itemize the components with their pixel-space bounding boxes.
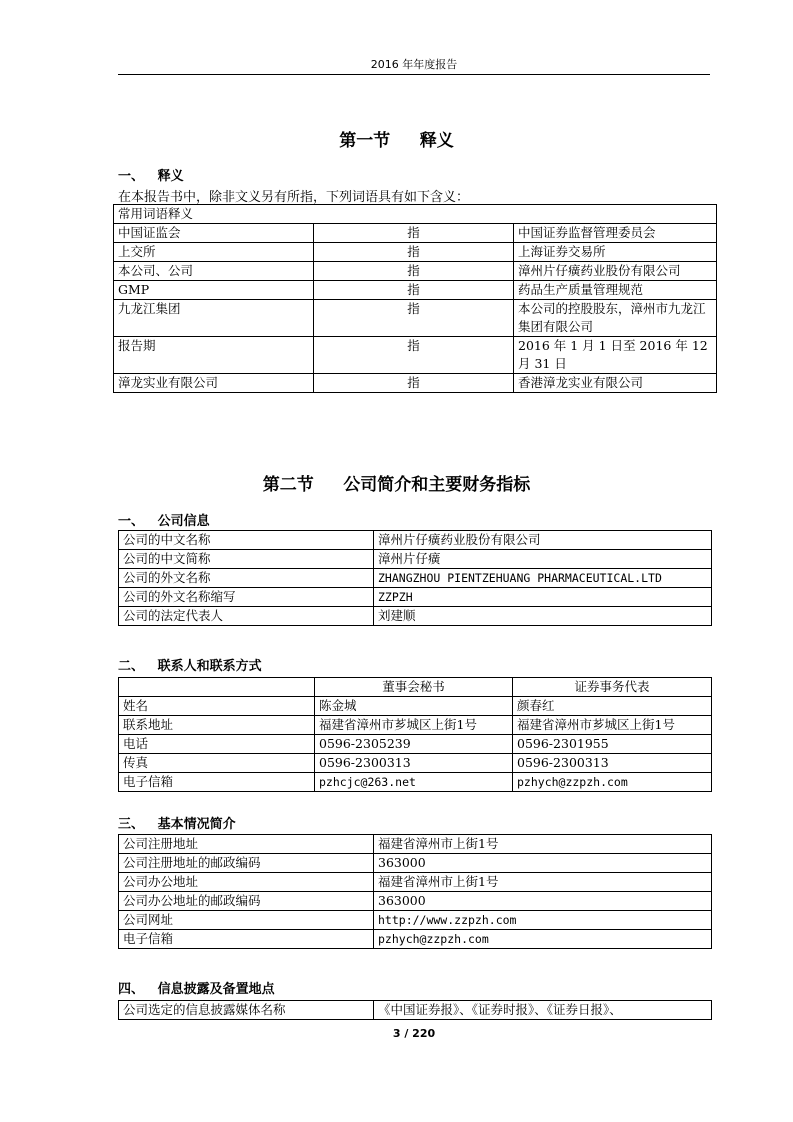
value-cell: 363000 xyxy=(374,854,712,873)
rep-email-cell: pzhych@zzpzh.com xyxy=(513,773,712,792)
company-info-subtitle: 一、 公司信息 xyxy=(118,514,210,529)
section1-intro: 在本报告书中，除非文义另有所指，下列词语具有如下含义： xyxy=(118,190,470,205)
definitions-header-row xyxy=(114,205,717,224)
label-cell: 公司注册地址的邮政编码 xyxy=(119,854,374,873)
table-row xyxy=(119,607,712,626)
rep-cell: 0596-2300313 xyxy=(513,754,712,773)
rep-cell: 0596-2301955 xyxy=(513,735,712,754)
value-cell: ZHANGZHOU PIENTZEHUANG PHARMACEUTICAL.LTD xyxy=(374,569,712,588)
table-row xyxy=(114,337,717,374)
label-cell: 公司的外文名称缩写 xyxy=(119,588,374,607)
label-cell: 公司的中文名称 xyxy=(119,531,374,550)
table-row xyxy=(119,892,712,911)
definition-cell: 2016 年 1 月 1 日至 2016 年 12 月 31 日 xyxy=(514,337,717,374)
definition-cell: 中国证券监督管理委员会 xyxy=(514,224,717,243)
table-row xyxy=(114,300,717,337)
email-cell: pzhych@zzpzh.com xyxy=(374,930,712,949)
definition-cell: 漳州片仔癀药业股份有限公司 xyxy=(514,262,717,281)
table-row xyxy=(119,588,712,607)
website-cell: http://www.zzpzh.com xyxy=(374,911,712,930)
relation-cell: 指 xyxy=(314,374,514,393)
table-row xyxy=(119,911,712,930)
table-row xyxy=(114,262,717,281)
rep-cell: 福建省漳州市芗城区上街1号 xyxy=(513,716,712,735)
value-cell: 刘建顺 xyxy=(374,607,712,626)
table-row xyxy=(119,716,712,735)
section1-subtitle: 一、 释义 xyxy=(118,169,184,184)
relation-cell: 指 xyxy=(314,300,514,337)
label-cell: 公司注册地址 xyxy=(119,835,374,854)
relation-cell: 指 xyxy=(314,224,514,243)
label-cell: 公司的外文名称 xyxy=(119,569,374,588)
table-row xyxy=(119,569,712,588)
table-row xyxy=(119,754,712,773)
label-cell: 公司选定的信息披露媒体名称 xyxy=(119,1001,374,1020)
table-row xyxy=(119,873,712,892)
secretary-cell: 陈金城 xyxy=(315,697,513,716)
definitions-header: 常用词语释义 xyxy=(114,205,717,224)
table-row xyxy=(114,281,717,300)
table-row xyxy=(119,773,712,792)
secretary-header: 董事会秘书 xyxy=(315,678,513,697)
table-row xyxy=(119,1001,712,1020)
definition-cell: 本公司的控股股东，漳州市九龙江集团有限公司 xyxy=(514,300,717,337)
definitions-table xyxy=(113,204,717,393)
term-cell: 中国证监会 xyxy=(114,224,314,243)
header-divider xyxy=(118,74,710,75)
contacts-subtitle: 二、 联系人和联系方式 xyxy=(118,659,262,674)
label-cell: 姓名 xyxy=(119,697,315,716)
term-cell: 九龙江集团 xyxy=(114,300,314,337)
value-cell: 《中国证券报》、《证券时报》、《证券日报》、 xyxy=(374,1001,712,1020)
company-info-table xyxy=(118,530,712,626)
label-cell: 公司的中文简称 xyxy=(119,550,374,569)
basic-info-subtitle: 三、 基本情况简介 xyxy=(118,817,236,832)
label-cell: 公司办公地址的邮政编码 xyxy=(119,892,374,911)
empty-header-cell xyxy=(119,678,315,697)
secretary-cell: 0596-2305239 xyxy=(315,735,513,754)
secretary-cell: 福建省漳州市芗城区上街1号 xyxy=(315,716,513,735)
value-cell: 363000 xyxy=(374,892,712,911)
label-cell: 传真 xyxy=(119,754,315,773)
table-row xyxy=(119,930,712,949)
relation-cell: 指 xyxy=(314,337,514,374)
value-cell: 福建省漳州市上街1号 xyxy=(374,835,712,854)
label-cell: 电子信箱 xyxy=(119,930,374,949)
table-row xyxy=(119,550,712,569)
table-row xyxy=(119,697,712,716)
rep-header: 证券事务代表 xyxy=(513,678,712,697)
table-row xyxy=(119,531,712,550)
page-number: 3 / 220 xyxy=(392,1027,436,1040)
term-cell: 上交所 xyxy=(114,243,314,262)
label-cell: 公司办公地址 xyxy=(119,873,374,892)
table-row xyxy=(119,735,712,754)
label-cell: 公司的法定代表人 xyxy=(119,607,374,626)
definition-cell: 上海证券交易所 xyxy=(514,243,717,262)
table-row xyxy=(119,835,712,854)
rep-cell: 颜春红 xyxy=(513,697,712,716)
relation-cell: 指 xyxy=(314,262,514,281)
value-cell: ZZPZH xyxy=(374,588,712,607)
value-cell: 漳州片仔癀 xyxy=(374,550,712,569)
term-cell: 报告期 xyxy=(114,337,314,374)
term-cell: GMP xyxy=(114,281,314,300)
term-cell: 漳龙实业有限公司 xyxy=(114,374,314,393)
term-cell: 本公司、公司 xyxy=(114,262,314,281)
table-header-row xyxy=(119,678,712,697)
label-cell: 公司网址 xyxy=(119,911,374,930)
table-row xyxy=(114,374,717,393)
basic-info-table xyxy=(118,834,712,949)
page-header: 2016 年年度报告 xyxy=(370,58,458,71)
value-cell: 漳州片仔癀药业股份有限公司 xyxy=(374,531,712,550)
table-row xyxy=(114,224,717,243)
relation-cell: 指 xyxy=(314,243,514,262)
table-row xyxy=(114,243,717,262)
disclosure-table xyxy=(118,1000,712,1020)
definition-cell: 香港漳龙实业有限公司 xyxy=(514,374,717,393)
secretary-email-cell: pzhcjc@263.net xyxy=(315,773,513,792)
relation-cell: 指 xyxy=(314,281,514,300)
section2-title: 第二节 公司简介和主要财务指标 xyxy=(262,475,531,495)
section1-title: 第一节 释义 xyxy=(339,131,454,151)
table-row xyxy=(119,854,712,873)
label-cell: 电话 xyxy=(119,735,315,754)
value-cell: 福建省漳州市上街1号 xyxy=(374,873,712,892)
contacts-table xyxy=(118,677,712,792)
secretary-cell: 0596-2300313 xyxy=(315,754,513,773)
definition-cell: 药品生产质量管理规范 xyxy=(514,281,717,300)
label-cell: 联系地址 xyxy=(119,716,315,735)
label-cell: 电子信箱 xyxy=(119,773,315,792)
disclosure-subtitle: 四、 信息披露及备置地点 xyxy=(118,982,275,997)
